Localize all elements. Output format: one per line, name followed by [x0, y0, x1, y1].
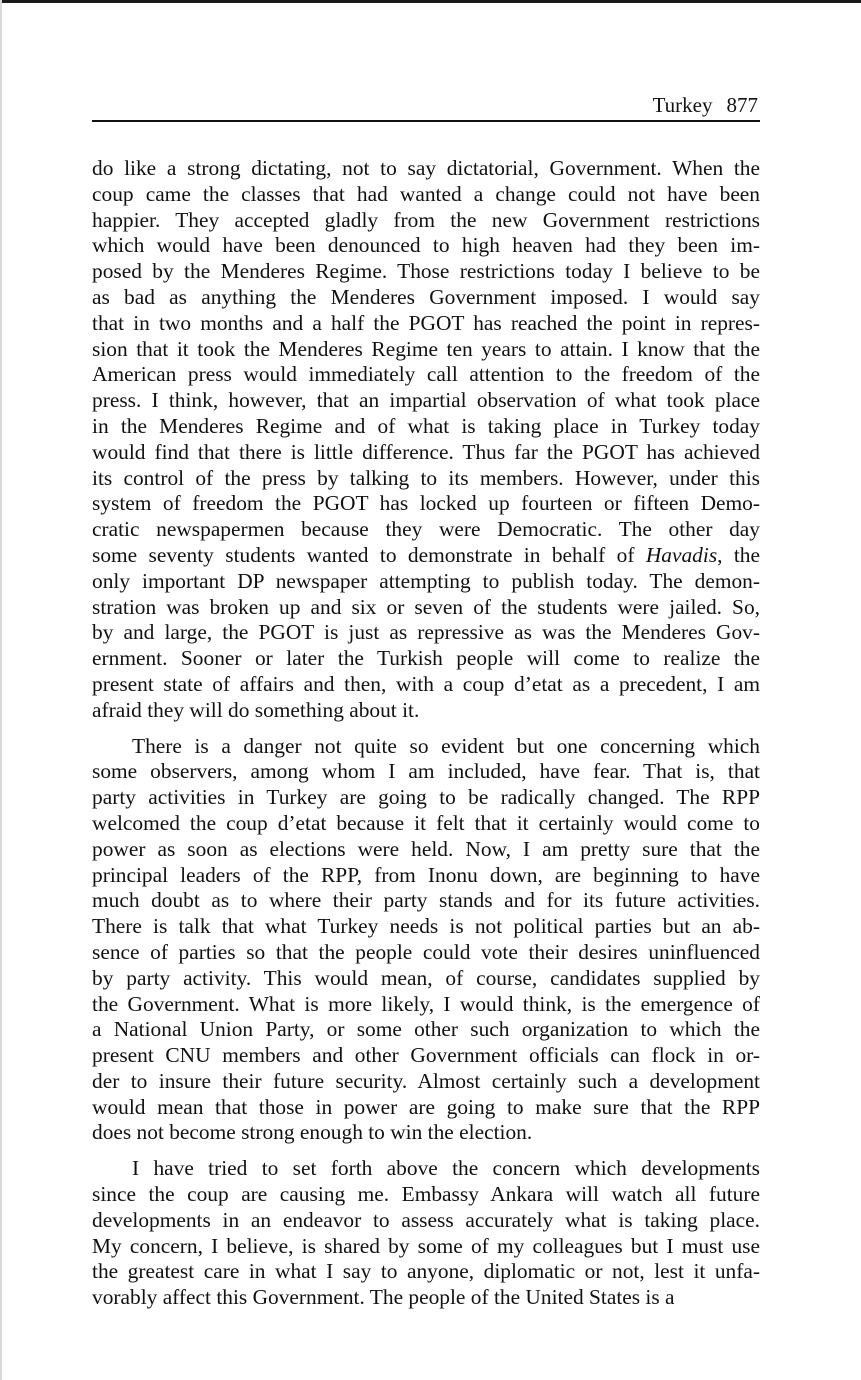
text-line: some seventy students wanted to demonstrate in behalf of Havadis, the	[92, 542, 760, 567]
text-line: There is talk that what Turkey needs is not political parties but an ab-	[92, 914, 760, 939]
text-line: present state of affairs and then, with a coup d’etat as a precedent, I am	[92, 671, 760, 696]
text-line: developments in an endeavor to assess accurately what is taking place.	[92, 1207, 760, 1232]
text-line: cratic newspapermen because they were Democratic. The other day	[92, 517, 760, 542]
text-line: I have tried to set forth above the concern which developments	[132, 1156, 760, 1181]
text-line: system of freedom the PGOT has locked up fourteen or fifteen Demo-	[92, 491, 760, 516]
text-line: by party activity. This would mean, of course, candidates supplied by	[92, 965, 760, 990]
text-line: American press would immediately call attention to the freedom of the	[92, 362, 760, 387]
page-number: 877	[726, 93, 758, 117]
text-line: only important DP newspaper attempting to publish today. The demon-	[92, 568, 760, 593]
text-line: press. I think, however, that an impartial observation of what took place	[92, 388, 760, 413]
text-line: There is a danger not quite so evident but one concerning which	[132, 733, 760, 758]
text-line: present CNU members and other Government officials can flock in or-	[92, 1043, 760, 1068]
paragraph	[92, 156, 760, 724]
text-line: which would have been denounced to high heaven had they been im-	[92, 233, 760, 258]
text-line: the greatest care in what I say to anyone, diplomatic or not, lest it unfa-	[92, 1259, 760, 1284]
text-line: by and large, the PGOT is just as repressive as was the Menderes Gov-	[92, 620, 760, 645]
text-line: would find that there is little difference. Thus far the PGOT has achieved	[92, 439, 760, 464]
text-line: vorably affect this Government. The people of the United States is a	[92, 1285, 675, 1310]
scan-edge-top	[0, 0, 861, 3]
text-line: power as soon as elections were held. Now, I am pretty sure that the	[92, 836, 760, 861]
body-text	[92, 156, 760, 1311]
scan-edge-left	[0, 0, 2, 1380]
text-line: some observers, among whom I am included, have fear. That is, that	[92, 759, 760, 784]
paragraph-gap	[92, 724, 760, 734]
text-line: do like a strong dictating, not to say dictatorial, Government. When the	[92, 156, 760, 180]
section-title: Turkey	[652, 93, 713, 117]
text-line: the Government. What is more likely, I would think, is the emergence of	[92, 991, 760, 1016]
text-line: sence of parties so that the people could vote their desires uninfluenced	[92, 939, 760, 964]
text-line: der to insure their future security. Almost certainly such a development	[92, 1068, 760, 1093]
text-line: that in two months and a half the PGOT has reached the point in repres-	[92, 310, 760, 335]
paragraph	[92, 1156, 760, 1311]
text-line: welcomed the coup d’etat because it felt that it certainly would come to	[92, 810, 760, 835]
text-line: in the Menderes Regime and of what is taking place in Turkey today	[92, 413, 760, 438]
paragraph-gap	[92, 1146, 760, 1156]
text-line: afraid they will do something about it.	[92, 697, 420, 722]
text-line: ernment. Sooner or later the Turkish people will come to realize the	[92, 646, 760, 671]
text-line: posed by the Menderes Regime. Those restrictions today I believe to be	[92, 259, 760, 284]
text-line: would mean that those in power are going to make sure that the RPP	[92, 1094, 760, 1119]
text-line: since the coup are causing me. Embassy Ankara will watch all future	[92, 1182, 760, 1207]
text-line: much doubt as to where their party stands and for its future activities.	[92, 888, 760, 913]
text-line: principal leaders of the RPP, from Inonu down, are beginning to have	[92, 862, 760, 887]
text-line: a National Union Party, or some other such organization to which the	[92, 1017, 760, 1042]
text-line: coup came the classes that had wanted a change could not have been	[92, 181, 760, 206]
running-head	[92, 90, 760, 122]
text-line: My concern, I believe, is shared by some of my colleagues but I must use	[92, 1233, 760, 1258]
text-line: sion that it took the Menderes Regime ten years to attain. I know that the	[92, 336, 760, 361]
text-line: party activities in Turkey are going to be radically changed. The RPP	[92, 785, 760, 810]
paragraph	[92, 734, 760, 1147]
text-line: does not become strong enough to win the election.	[92, 1120, 533, 1145]
text-line: happier. They accepted gladly from the new Government restrictions	[92, 207, 760, 232]
text-line: stration was broken up and six or seven of the students were jailed. So,	[92, 594, 760, 619]
text-line: as bad as anything the Menderes Government imposed. I would say	[92, 284, 760, 309]
text-line: its control of the press by talking to its members. However, under this	[92, 465, 760, 490]
